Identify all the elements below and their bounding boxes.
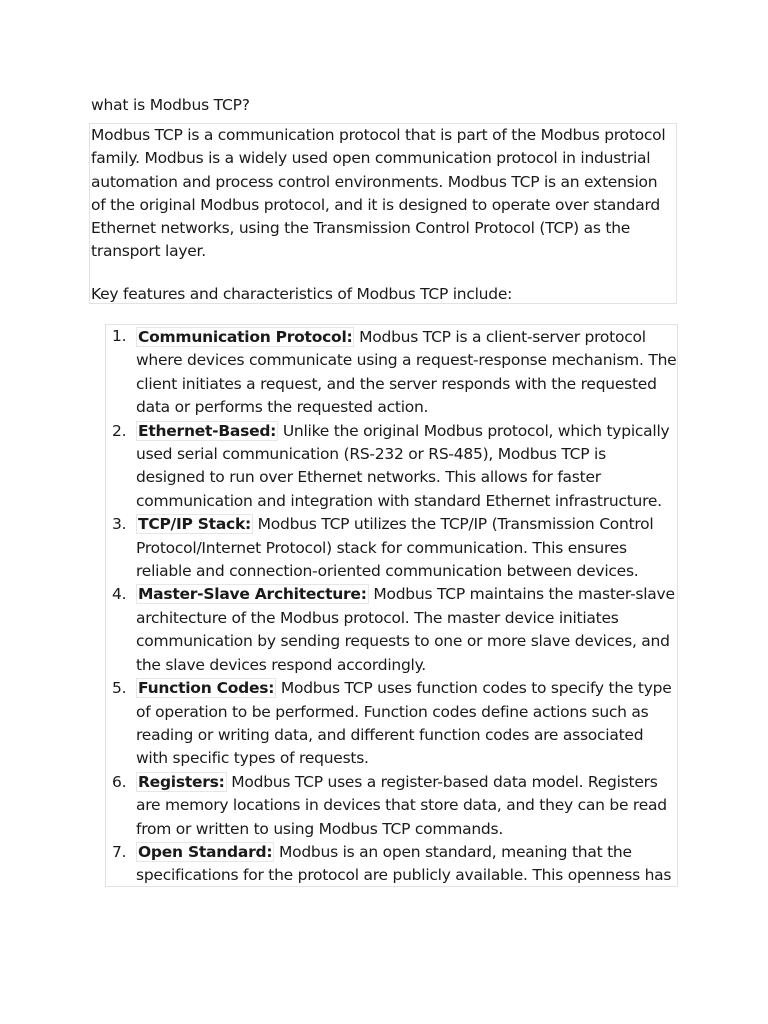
list-item-text: Modbus TCP maintains the master-slave architecture of the Modbus protocol. The master device initiates communication by sending requests to one or more slave devices, and the slave devices respond accordingly.	[136, 585, 675, 674]
list-item-number: 3.	[112, 515, 127, 534]
features-list	[106, 325, 677, 887]
list-item-term: Ethernet-Based:	[138, 421, 277, 440]
list-item-term: TCP/IP Stack:	[138, 515, 251, 534]
list-item-number: 6.	[112, 772, 127, 791]
list-item	[106, 325, 677, 420]
intro-box	[89, 123, 677, 304]
list-item-number: 5.	[112, 679, 127, 698]
list-item-text: Modbus is an open standard, meaning that the specifications for the protocol are publicly available. This openness has	[136, 842, 672, 885]
list-item	[106, 771, 677, 841]
list-item-text: Modbus TCP uses a register-based data model. Registers are memory locations in devices that store data, and they can be read from or written to using Modbus TCP commands.	[136, 772, 667, 838]
list-item-number: 2.	[112, 421, 127, 440]
list-item-term: Communication Protocol:	[138, 328, 353, 346]
features-list-box	[105, 324, 678, 887]
list-item-term: Master-Slave Architecture:	[138, 585, 367, 604]
list-item-text: Modbus TCP is a client-server protocol where devices communicate using a request-response mechanism. The client initiates a request, and the server responds with the requested data or performs the requested action.	[136, 328, 677, 417]
list-item	[106, 583, 677, 677]
list-item-term: Registers:	[138, 772, 225, 791]
list-item	[106, 841, 677, 887]
list-item-term: Open Standard:	[138, 842, 273, 861]
list-item-number: 1.	[112, 327, 127, 345]
list-item	[106, 677, 677, 771]
list-item-number: 7.	[112, 842, 127, 861]
question-heading: what is Modbus TCP?	[91, 96, 250, 114]
list-item	[106, 513, 677, 583]
list-item-text: Modbus TCP utilizes the TCP/IP (Transmission Control Protocol/Internet Protocol) stack for communication. This ensures reliable and connection-oriented communication between devices.	[136, 515, 654, 581]
intro-paragraph: Modbus TCP is a communication protocol that is part of the Modbus protocol family. Modbus is a widely used open communication protocol in industrial automation and process control environments. Modbus TCP is an extension of the original Modbus protocol, and it is designed to operate over standard Ethernet networks, using the Transmission Control Protocol (TCP) as the transport layer.	[91, 126, 666, 261]
list-item-term: Function Codes:	[138, 679, 275, 698]
list-item	[106, 420, 677, 514]
list-item-text: Modbus TCP uses function codes to specify the type of operation to be performed. Function codes define actions such as reading or writing data, and different function codes are associated with specific types of requests.	[136, 679, 672, 768]
features-lead: Key features and characteristics of Modbus TCP include:	[91, 284, 513, 303]
list-item-number: 4.	[112, 585, 127, 604]
list-item-text: Unlike the original Modbus protocol, which typically used serial communication (RS-232 or RS-485), Modbus TCP is designed to run over Ethernet networks. This allows for faster communication and integration with standard Ethernet infrastructure.	[136, 421, 670, 510]
